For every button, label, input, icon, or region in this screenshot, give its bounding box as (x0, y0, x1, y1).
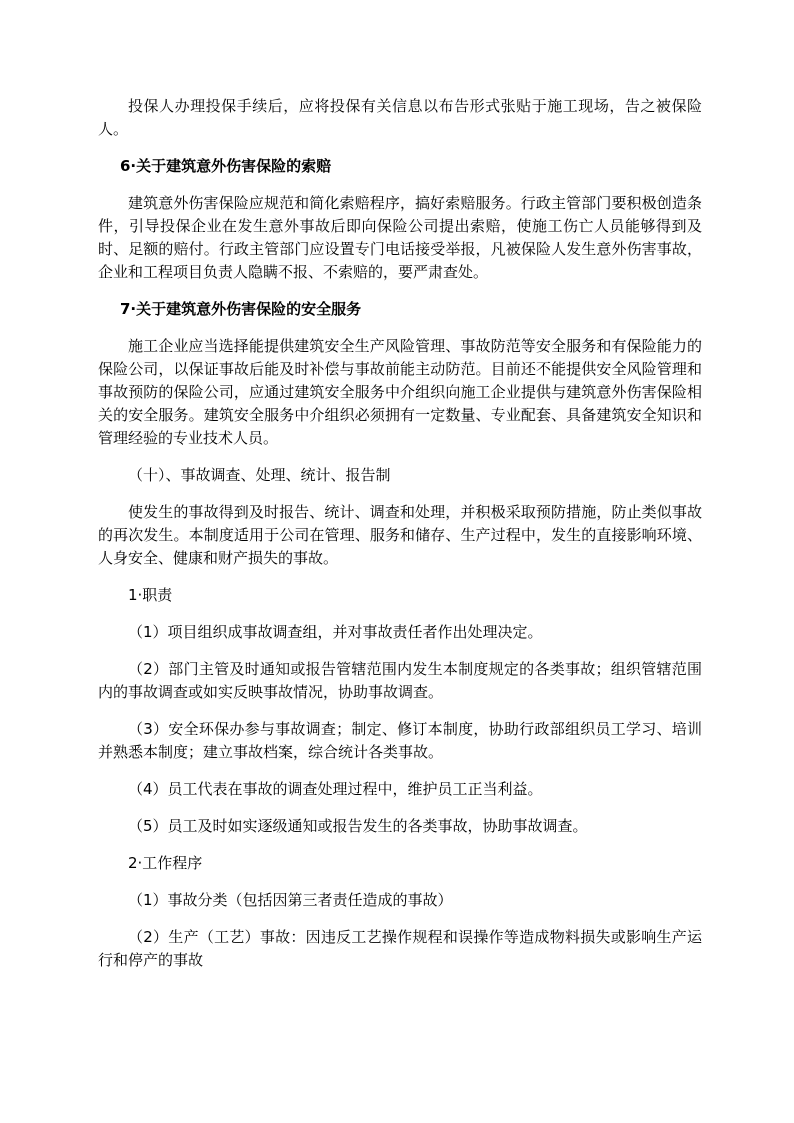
list-item-duty-4: （4）员工代表在事故的调查处理过程中，维护员工正当利益。 (128, 780, 543, 798)
list-item-duty-3: （3）安全环保办参与事故调查；制定、修订本制度，协助行政部组织员工学习、培训并熟悉本制度；建立事故档案，综合统计各类事故。 (98, 720, 702, 761)
list-item-duty-5: （5）员工及时如实逐级通知或报告发生的各类事故，协助事故调查。 (128, 817, 588, 835)
paragraph-claims: 建筑意外伤害保险应规范和简化索赔程序，搞好索赔服务。行政主管部门要积极创造条件，引导投保企业在发生意外事故后即向保险公司提出索赔，使施工伤亡人员能够得到及时、足额的赔付。行政主管部门应设置专门电话接受举报，凡被保险人发生意外伤害事故，企业和工程项目负责人隐瞒不报、不索赔的，要严肃查处。 (98, 194, 702, 281)
list-item-duty-1: （1）项目组织成事故调查组，并对事故责任者作出处理决定。 (128, 623, 543, 641)
subsection-responsibilities: 1·职责 (128, 586, 173, 604)
paragraph-insurance-notice: 投保人办理投保手续后，应将投保有关信息以布告形式张贴于施工现场，告之被保险人。 (98, 97, 702, 138)
paragraph-safety-service: 施工企业应当选择能提供建筑安全生产风险管理、事故防范等安全服务和有保险能力的保险公司，以保证事故后能及时补偿与事故前能主动防范。目前还不能提供安全风险管理和事故预防的保险公司，应通过建筑安全服务中介组织向施工企业提供与建筑意外伤害保险相关的安全服务。建筑安全服务中介组织必须拥有一定数量、专业配套、具备建筑安全知识和管理经验的专业技术人员。 (98, 337, 702, 447)
list-item-procedure-2: （2）生产（工艺）事故：因违反工艺操作规程和误操作等造成物料损失或影响生产运行和停产的事故 (98, 928, 702, 969)
paragraph-accident-purpose: 使发生的事故得到及时报告、统计、调查和处理，并积极采取预防措施，防止类似事故的再次发生。本制度适用于公司在管理、服务和储存、生产过程中，发生的直接影响环境、人身安全、健康和财产损失的事故。 (98, 503, 702, 567)
section-heading-claims: 6·关于建筑意外伤害保险的索赔 (120, 157, 332, 175)
section-title-accident-system: （十）、事故调查、处理、统计、报告制 (128, 466, 391, 484)
list-item-procedure-1: （1）事故分类（包括因第三者责任造成的事故） (128, 891, 453, 909)
list-item-duty-2: （2）部门主管及时通知或报告管辖范围内发生本制度规定的各类事故；组织管辖范围内的事故调查或如实反映事故情况，协助事故调查。 (98, 660, 702, 701)
document-page (98, 95, 702, 972)
section-heading-safety-service: 7·关于建筑意外伤害保险的安全服务 (120, 300, 362, 318)
subsection-procedure: 2·工作程序 (128, 854, 203, 872)
